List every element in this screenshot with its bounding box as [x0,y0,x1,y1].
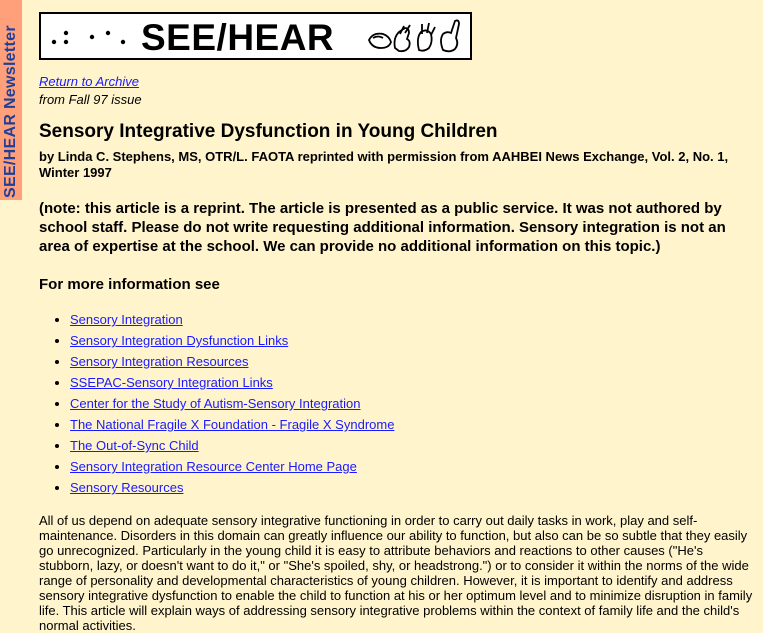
link-dysfunction-links[interactable]: Sensory Integration Dysfunction Links [70,333,289,348]
sidebar-label: SEE/HEAR Newsletter [2,25,19,198]
more-info-heading: For more information see [39,276,220,293]
article-title: Sensory Integrative Dysfunction in Young Children [39,121,498,142]
list-item [70,477,759,498]
list-item [70,309,759,330]
main-content [39,72,759,633]
list-item [70,393,759,414]
list-item [70,351,759,372]
return-to-archive-link[interactable]: Return to Archive [39,74,139,89]
article-byline: by Linda C. Stephens, MS, OTR/L. FAOTA reprinted with permission from AAHBEI News Exchange, Vol. 2, No. 1, Winter 1997 [39,149,729,180]
link-resource-center[interactable]: Sensory Integration Resource Center Home Page [70,459,357,474]
list-item [70,456,759,477]
reprint-note: (note: this article is a reprint. The article is presented as a public service. It was not authored by school staff. Please do not write requesting additional information. Sensory integration is not an area of expertise at the school. We can provide no additional information on this topic.) [39,200,726,255]
braille-dots-icon [51,28,131,48]
article-body: All of us depend on adequate sensory integrative functioning in order to carry out daily tasks in work, play and self-maintenance. Disorders in this domain can greatly influence our ability to function, but also can be so subtle that they easily go unrecognized. Particularly in the young child it is easy to attribute behaviors and reactions to other causes ("He's stubborn, lazy, or doesn't want to do it," or "She's spoiled, shy, or headstrong.") or to consider it within the norms of the wide range of personality and developmental characteristics of young children. However, it is important to identify and address sensory integrative dysfunction to enable the child to function at his or her optimum level and to minimize disruption in family life. This article will explain ways of addressing sensory integrative problems within the context of family life and the child's normal activities. [39,513,753,633]
link-integration-resources[interactable]: Sensory Integration Resources [70,354,249,369]
logo-text: SEE/HEAR [141,17,335,58]
link-autism-center[interactable]: Center for the Study of Autism-Sensory Integration [70,396,361,411]
link-sensory-integration[interactable]: Sensory Integration [70,312,183,327]
sign-language-hands-icon [367,18,467,56]
list-item [70,372,759,393]
link-out-of-sync-child[interactable]: The Out-of-Sync Child [70,438,199,453]
list-item [70,414,759,435]
list-item [70,435,759,456]
link-sensory-resources[interactable]: Sensory Resources [70,480,184,495]
link-fragile-x[interactable]: The National Fragile X Foundation - Fragile X Syndrome [70,417,395,432]
list-item [70,330,759,351]
site-logo[interactable] [39,12,472,60]
resource-links-list [39,309,759,498]
issue-label: from Fall 97 issue [39,92,142,107]
link-ssepac[interactable]: SSEPAC-Sensory Integration Links [70,375,273,390]
